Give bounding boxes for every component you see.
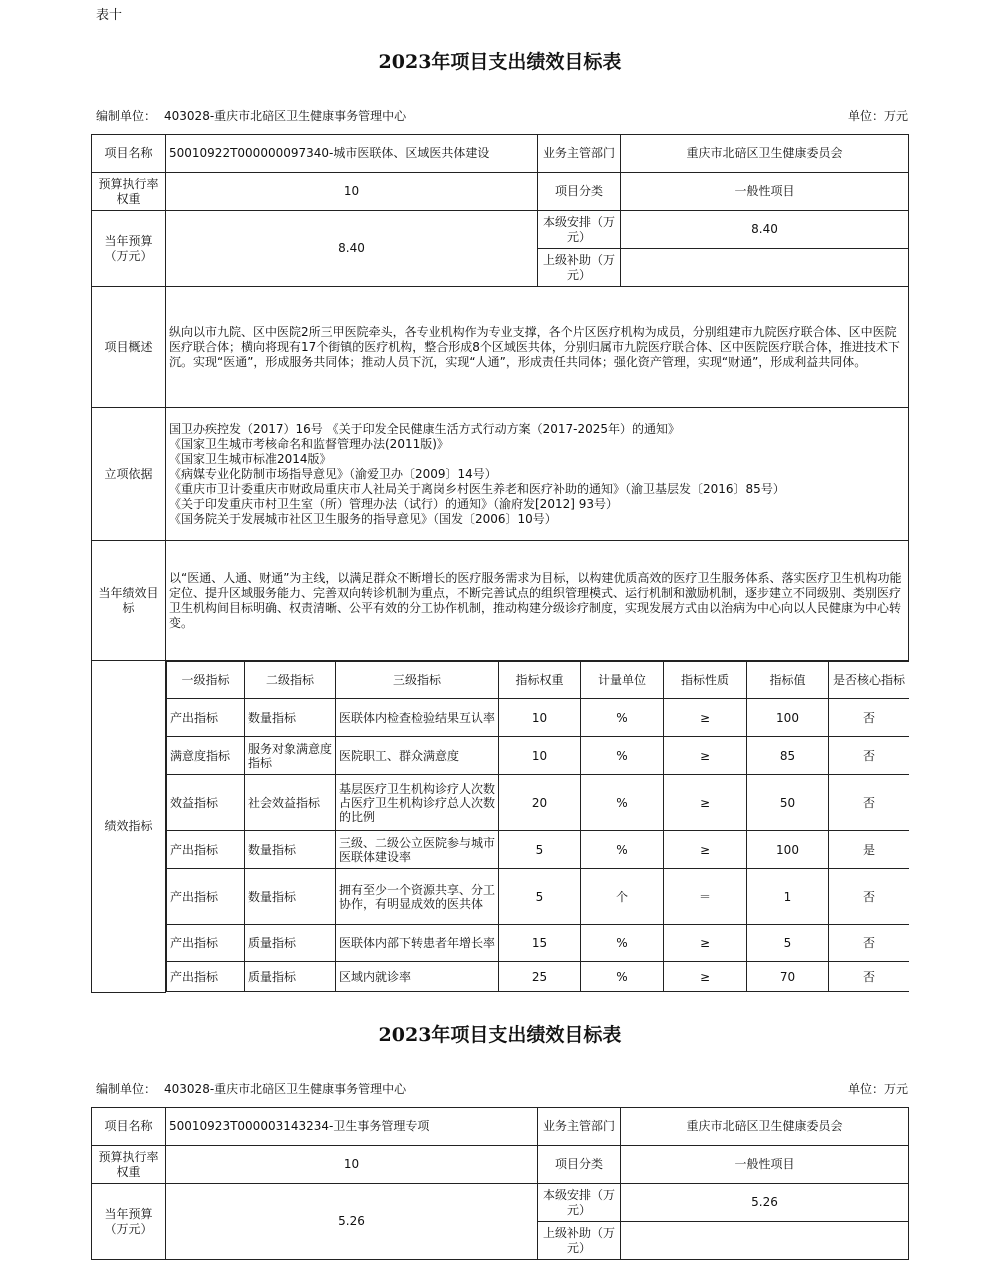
indicator-core: 否 [829, 775, 909, 831]
weight-label: 预算执行率权重 [92, 1146, 166, 1184]
indicator-value: 5 [747, 925, 829, 962]
org-value: 403028-重庆市北碚区卫生健康事务管理中心 [164, 109, 407, 123]
basis-line: 《关于印发重庆市村卫生室（所）管理办法（试行）的通知》（渝府发[2012] 93号） [169, 496, 618, 511]
basis-line: 《国家卫生城市考核命名和监督管理办法(2011版)》 [169, 436, 449, 451]
indicator-weight: 25 [499, 962, 581, 992]
basis-line: 《国务院关于发展城市社区卫生服务的指导意见》（国发〔2006〕10号） [169, 511, 557, 526]
indicator-unit: % [581, 831, 664, 869]
indicator-l2: 服务对象满意度指标 [245, 737, 336, 775]
indicator-value: 100 [747, 831, 829, 869]
indicator-unit: % [581, 925, 664, 962]
indicator-l1: 产出指标 [167, 962, 245, 992]
upper-label: 上级补助（万元） [538, 249, 621, 287]
page-title: 2023年项目支出绩效目标表 [378, 1024, 622, 1046]
performance-table [91, 134, 909, 993]
indicator-unit: % [581, 775, 664, 831]
indicator-unit: 个 [581, 869, 664, 925]
local-value: 8.40 [621, 211, 909, 249]
basis-label: 立项依据 [92, 408, 166, 541]
basis-line: 《重庆市卫计委重庆市财政局重庆市人社局关于离岗乡村医生养老和医疗补助的通知》（渝卫基层发〔2016〕85号） [169, 481, 785, 496]
unit-label: 单位：万元 [847, 1082, 908, 1096]
indicator-l1: 产出指标 [167, 925, 245, 962]
overview-label: 项目概述 [92, 287, 166, 408]
indicator-l2: 质量指标 [245, 962, 336, 992]
indicator-weight: 5 [499, 869, 581, 925]
goal-text: 以“医通、人通、财通”为主线，以满足群众不断增长的医疗服务需求为目标，以构建优质高效的医疗卫生服务体系、落实医疗卫生机构功能定位、提升区域服务能力、完善双向转诊机制为重点，不断完善试点的组织管理模式、运行机制和激励机制，逐步建立不同级别、类别医疗卫生机构间目标明确、权责清晰、公平有效的分工协作机制，推动构建分级诊疗制度，实现发展方式由以治病为中心向以人民健康为中心转变。 [166, 541, 909, 661]
indicator-nature: ≥ [664, 962, 747, 992]
budget-value: 5.26 [166, 1184, 538, 1260]
indicator-l3: 基层医疗卫生机构诊疗人次数占医疗卫生机构诊疗总人次数的比例 [336, 775, 499, 831]
indicator-container [166, 661, 909, 993]
indicator-l1: 产出指标 [167, 831, 245, 869]
indicator-weight: 5 [499, 831, 581, 869]
indicator-l2: 数量指标 [245, 699, 336, 737]
budget-label: 当年预算（万元） [92, 211, 166, 287]
indicator-row [167, 962, 909, 992]
indicator-core: 否 [829, 962, 909, 992]
category-value: 一般性项目 [621, 173, 909, 211]
indicator-nature: ≥ [664, 699, 747, 737]
indicator-header: 计量单位 [581, 662, 664, 699]
indicator-weight: 15 [499, 925, 581, 962]
local-label: 本级安排（万元） [538, 1184, 621, 1222]
indicator-core: 否 [829, 699, 909, 737]
basis-line: 《国家卫生城市标准2014版》 [169, 451, 332, 466]
indicator-row [167, 925, 909, 962]
indicator-nature: ≥ [664, 775, 747, 831]
indicator-table [166, 661, 909, 992]
basis-line: 《病媒专业化防制市场指导意见》（渝爱卫办〔2009〕14号） [169, 466, 497, 481]
indicator-l3: 医联体内检查检验结果互认率 [336, 699, 499, 737]
indicator-header: 一级指标 [167, 662, 245, 699]
weight-value: 10 [166, 173, 538, 211]
indicator-row [167, 737, 909, 775]
indicator-core: 否 [829, 869, 909, 925]
indicator-core: 是 [829, 831, 909, 869]
org-info [96, 107, 406, 124]
indicator-l3: 区域内就诊率 [336, 962, 499, 992]
project-name-value: 50010922T000000097340-城市医联体、区域医共体建设 [166, 135, 538, 173]
org-label: 编制单位： [96, 109, 157, 123]
indicator-unit: % [581, 737, 664, 775]
corner-label: 表十 [96, 8, 123, 23]
dept-label: 业务主管部门 [538, 135, 621, 173]
local-label: 本级安排（万元） [538, 211, 621, 249]
indicator-nature: ≥ [664, 925, 747, 962]
unit-label: 单位：万元 [847, 109, 908, 123]
indicator-value: 1 [747, 869, 829, 925]
project-name-label: 项目名称 [92, 135, 166, 173]
indicator-core: 否 [829, 925, 909, 962]
indicator-l3: 医院职工、群众满意度 [336, 737, 499, 775]
indicator-weight: 10 [499, 699, 581, 737]
indicator-value: 85 [747, 737, 829, 775]
goal-label: 当年绩效目标 [92, 541, 166, 661]
org-value: 403028-重庆市北碚区卫生健康事务管理中心 [164, 1082, 407, 1096]
category-value: 一般性项目 [621, 1146, 909, 1184]
indicator-header: 二级指标 [245, 662, 336, 699]
indicator-label: 绩效指标 [92, 661, 166, 993]
indicator-value: 100 [747, 699, 829, 737]
indicator-value: 70 [747, 962, 829, 992]
indicator-unit: % [581, 962, 664, 992]
indicator-l2: 数量指标 [245, 869, 336, 925]
indicator-header: 指标权重 [499, 662, 581, 699]
upper-value [621, 1222, 909, 1260]
category-label: 项目分类 [538, 1146, 621, 1184]
project-name-label: 项目名称 [92, 1108, 166, 1146]
indicator-header: 是否核心指标 [829, 662, 909, 699]
indicator-row [167, 831, 909, 869]
indicator-core: 否 [829, 737, 909, 775]
indicator-nature: ≥ [664, 737, 747, 775]
indicator-l3: 三级、二级公立医院参与城市医联体建设率 [336, 831, 499, 869]
project-name-value: 50010923T000003143234-卫生事务管理专项 [166, 1108, 538, 1146]
indicator-nature: ＝ [664, 869, 747, 925]
budget-label: 当年预算（万元） [92, 1184, 166, 1260]
upper-value [621, 249, 909, 287]
weight-label: 预算执行率权重 [92, 173, 166, 211]
indicator-l2: 数量指标 [245, 831, 336, 869]
indicator-l1: 效益指标 [167, 775, 245, 831]
dept-value: 重庆市北碚区卫生健康委员会 [621, 1108, 909, 1146]
indicator-weight: 10 [499, 737, 581, 775]
indicator-l2: 社会效益指标 [245, 775, 336, 831]
indicator-header: 指标性质 [664, 662, 747, 699]
indicator-l1: 产出指标 [167, 699, 245, 737]
indicator-l3: 医联体内部下转患者年增长率 [336, 925, 499, 962]
indicator-l1: 满意度指标 [167, 737, 245, 775]
indicator-value: 50 [747, 775, 829, 831]
overview-text: 纵向以市九院、区中医院2所三甲医院牵头，各专业机构作为专业支撑，各个片区医疗机构为成员，分别组建市九院医疗联合体、区中医院医疗联合体；横向将现有17个街镇的医疗机构，整合形成8个区域医共体，分别归属市九院医疗联合体、区中医院医疗联合体，推进技术下沉。实现“医通”，形成服务共同体；推动人员下沉，实现“人通”，形成责任共同体；强化资产管理，实现“财通”，形成利益共同体。 [166, 287, 909, 408]
org-info [96, 1080, 406, 1097]
indicator-header: 三级指标 [336, 662, 499, 699]
upper-label: 上级补助（万元） [538, 1222, 621, 1260]
indicator-l2: 质量指标 [245, 925, 336, 962]
org-label: 编制单位： [96, 1082, 157, 1096]
dept-label: 业务主管部门 [538, 1108, 621, 1146]
page-title: 2023年项目支出绩效目标表 [378, 51, 622, 73]
basis-line: 国卫办疾控发（2017）16号 《关于印发全民健康生活方式行动方案（2017-2025年）的通知》 [169, 421, 681, 436]
weight-value: 10 [166, 1146, 538, 1184]
indicator-unit: % [581, 699, 664, 737]
dept-value: 重庆市北碚区卫生健康委员会 [621, 135, 909, 173]
performance-table [91, 1107, 909, 1260]
indicator-row [167, 775, 909, 831]
indicator-l3: 拥有至少一个资源共享、分工协作，有明显成效的医共体 [336, 869, 499, 925]
budget-value: 8.40 [166, 211, 538, 287]
local-value: 5.26 [621, 1184, 909, 1222]
indicator-row [167, 869, 909, 925]
indicator-nature: ≥ [664, 831, 747, 869]
indicator-header: 指标值 [747, 662, 829, 699]
indicator-row [167, 699, 909, 737]
indicator-weight: 20 [499, 775, 581, 831]
indicator-l1: 产出指标 [167, 869, 245, 925]
category-label: 项目分类 [538, 173, 621, 211]
basis-text [166, 408, 909, 541]
